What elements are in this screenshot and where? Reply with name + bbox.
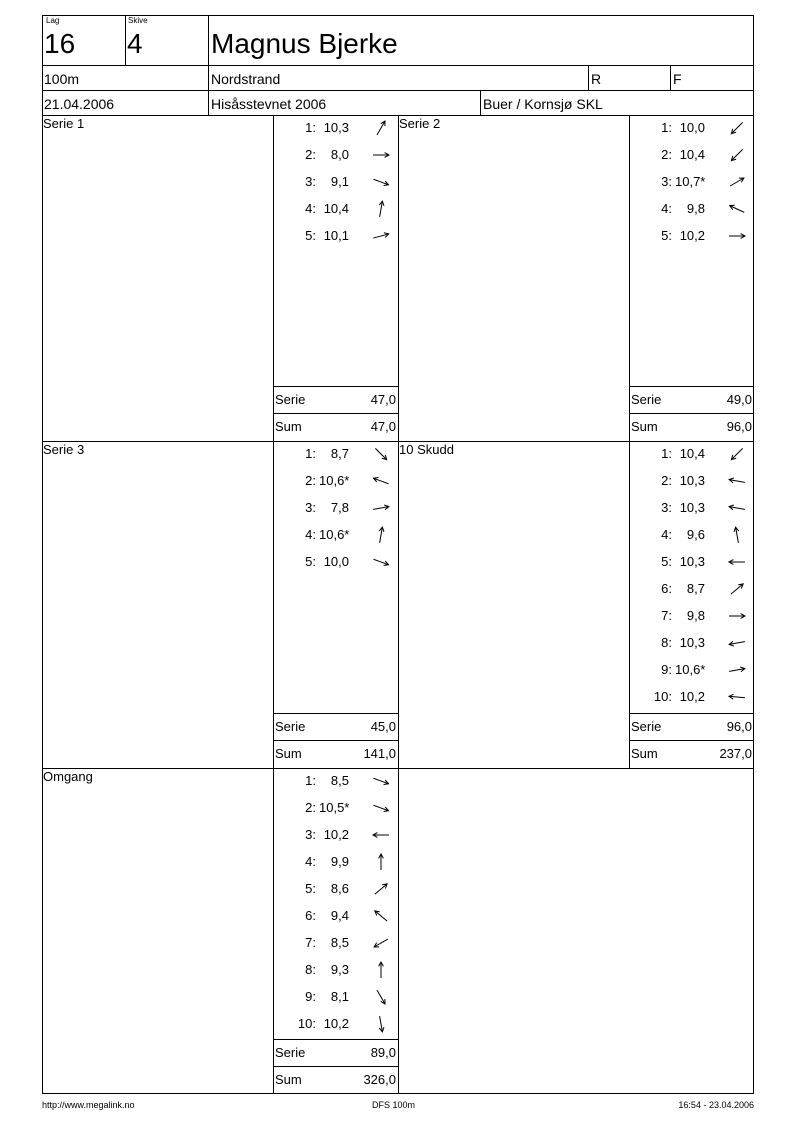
shot-hole [524,260,538,274]
direction-arrow-icon [372,988,390,1006]
shot-number: 10: [653,689,672,704]
direction-arrow-icon [372,200,390,218]
shot-number: 1: [305,773,316,788]
direction-arrow-icon [728,634,746,652]
shot-number: 5: [661,554,672,569]
direction-arrow-icon [728,688,746,706]
table-divider [629,386,754,387]
sum-label: Sum [275,419,302,434]
shot-hole [526,596,534,604]
shot-number: 7: [305,935,316,950]
shot-value: 8,6 [330,881,349,896]
direction-arrow-icon [372,553,390,571]
direction-arrow-icon [372,772,390,790]
shot-value: 9,6 [686,527,705,542]
shot-number: 8: [661,635,672,650]
ring-number: 8 [605,600,611,609]
direction-arrow-icon [728,499,746,517]
ring-number: 8 [413,600,419,609]
direction-arrow-icon [728,445,746,463]
sum-value: 141,0 [363,746,396,761]
shot-hole [217,961,224,968]
shot-hole [488,299,502,313]
ring-number: 9 [154,231,160,240]
ring-number: 7 [154,829,160,838]
shot-value: 10,3 [679,554,705,569]
shot-value: 10,6* [675,662,706,677]
shot-number: 1: [305,120,316,135]
shot-value: 10,4 [323,201,349,216]
shot-number: 9: [661,662,672,677]
table-divider [273,413,398,414]
ring-number: 7 [252,273,258,282]
shot-value: 9,8 [686,608,705,623]
shot-value: 8,1 [330,989,349,1004]
header-divider [208,15,209,115]
ring-number: 9 [196,273,202,282]
shot-value: 8,7 [686,581,705,596]
direction-arrow-icon [372,826,390,844]
sum-label: Sum [275,746,302,761]
ring-number: 9 [154,885,160,894]
ring-number: 9 [196,600,202,609]
ring-number: 9 [453,600,459,609]
date: 21.04.2006 [44,96,115,112]
panel-title: Serie 1 [43,116,85,131]
direction-arrow-icon [372,227,390,245]
footer-timestamp: 16:54 - 23.04.2006 [678,1100,754,1110]
shot-number: 4: [661,527,672,542]
direction-arrow-icon [728,227,746,245]
ring-number: 9 [112,927,118,936]
header-divider [670,65,671,90]
shot-number: 4: [661,201,672,216]
ring-number: 7 [252,600,258,609]
shot-number: 4: [305,854,316,869]
panel-divider [273,115,274,1094]
panel-divider [629,115,630,768]
shot-value: 10,2 [323,827,349,842]
direction-arrow-icon [728,661,746,679]
sum-value: 326,0 [363,1072,396,1087]
shot-hole [141,595,148,602]
shot-number: 1: [661,120,672,135]
shot-value: 8,0 [330,147,349,162]
direction-arrow-icon [372,472,390,490]
shot-number: 2: [661,473,672,488]
shot-value: 10,2 [679,228,705,243]
distance: 100m [44,71,80,87]
shot-value: 10,0 [323,554,349,569]
shooter-name: Magnus Bjerke [211,28,398,59]
direction-arrow-icon [728,553,746,571]
direction-arrow-icon [372,907,390,925]
shot-number: 2: [305,473,316,488]
shot-hole [555,604,563,612]
shot-number: 4: [305,201,316,216]
shot-value: 9,3 [330,962,349,977]
lag-label: Lag [46,16,60,25]
shot-hole [145,879,152,886]
direction-arrow-icon [728,200,746,218]
serie-value: 45,0 [370,719,396,734]
shot-hole [481,608,489,616]
shot-number: 1: [661,446,672,461]
ring-number: 9 [509,656,515,665]
table-divider [629,713,754,714]
shot-hole [118,895,125,902]
shot-value: 9,8 [686,201,705,216]
serie-label: Serie [631,719,662,734]
shot-number: 10: [297,1016,316,1031]
shot-number: 4: [305,527,316,542]
shot-number: 5: [305,554,316,569]
ring-number: 8 [154,857,160,866]
ring-number: 8 [154,670,160,679]
panel-title: Serie 3 [43,442,85,457]
shot-hole [557,272,571,286]
panel-title: Omgang [43,769,93,784]
shot-value: 9,1 [330,174,349,189]
ring-number: 8 [154,203,160,212]
panel-title: Serie 2 [399,116,441,131]
ring-number: 9 [154,558,160,567]
shot-value: 8,5 [330,773,349,788]
header-divider [42,65,754,66]
shot-hole [575,541,583,549]
shot-hole [166,257,173,264]
shot-hole [503,584,511,592]
shot-value: 10,2 [679,689,705,704]
ring-number: 7 [154,502,160,511]
shot-value: 10,3 [679,473,705,488]
table-divider [629,413,754,414]
shot-hole [152,588,159,595]
serie-value: 96,0 [726,719,752,734]
direction-arrow-icon [372,119,390,137]
ring-number: 9 [565,600,571,609]
ring-number: 8 [224,600,230,609]
ring-number: 9 [427,273,433,282]
ring-number: 8 [224,273,230,282]
shot-number: 3: [305,827,316,842]
shot-number: 2: [661,147,672,162]
r-label: R [591,71,602,87]
direction-arrow-icon [372,799,390,817]
direction-arrow-icon [728,119,746,137]
ring-number: 8 [84,600,90,609]
ring-number: 7 [252,927,258,936]
header-divider [42,90,754,91]
shot-number: 2: [305,147,316,162]
ring-number: 8 [509,504,515,513]
direction-arrow-icon [728,580,746,598]
table-divider [629,740,754,741]
shot-hole [473,320,487,334]
panel-title: 10 Skudd [399,442,454,457]
shot-value: 8,5 [330,935,349,950]
shot-number: 2: [305,800,316,815]
ring-number: 9 [112,273,118,282]
direction-arrow-icon [728,607,746,625]
ring-number: 7 [56,273,62,282]
table-divider [273,740,398,741]
direction-arrow-icon [728,526,746,544]
ring-number: 8 [224,927,230,936]
shot-hole [204,300,211,307]
sum-value: 47,0 [370,419,396,434]
direction-arrow-icon [372,1015,390,1033]
ring-number: 8 [84,927,90,936]
shot-value: 7,8 [330,500,349,515]
shot-number: 6: [661,581,672,596]
shot-number: 3: [305,500,316,515]
direction-arrow-icon [372,934,390,952]
shot-number: 9: [305,989,316,1004]
shot-value: 10,7* [675,174,706,189]
serie-label: Serie [275,392,306,407]
ring-number: 9 [509,355,515,364]
shot-value: 10,6* [319,473,350,488]
ring-number: 7 [154,1025,160,1034]
event: Hisåsstevnet 2006 [211,96,327,112]
shot-number: 7: [661,608,672,623]
footer-program: DFS 100m [372,1100,416,1110]
serie-label: Serie [275,719,306,734]
ring-number: 7 [154,175,160,184]
sum-value: 237,0 [719,746,752,761]
shot-hole [239,277,246,284]
shot-hole [505,545,513,553]
shot-hole [443,240,457,254]
direction-arrow-icon [372,445,390,463]
shot-value: 10,4 [679,446,705,461]
shot-hole [490,616,498,624]
shot-hole [199,651,206,658]
direction-arrow-icon [372,173,390,191]
shot-hole [478,595,486,603]
shot-value: 8,7 [330,446,349,461]
location: Buer / Kornsjø SKL [483,96,603,112]
lag-value: 16 [44,28,76,59]
serie-label: Serie [631,392,662,407]
shot-value: 9,4 [330,908,349,923]
shot-value: 10,1 [323,228,349,243]
club: Nordstrand [211,71,281,87]
table-divider [273,1039,398,1040]
shot-hole [207,881,214,888]
serie-value: 89,0 [370,1045,396,1060]
header-divider [588,65,589,90]
direction-arrow-icon [372,880,390,898]
shot-value: 10,3 [323,120,349,135]
ring-number: 7 [56,600,62,609]
shot-value: 9,9 [330,854,349,869]
sum-label: Sum [275,1072,302,1087]
ring-number: 9 [112,600,118,609]
ring-number: 8 [84,273,90,282]
shot-value: 10,6* [319,527,350,542]
skive-label: Skive [128,16,148,25]
shot-number: 1: [305,446,316,461]
shot-number: 5: [661,228,672,243]
sum-label: Sum [631,419,658,434]
skive-value: 4 [127,28,143,59]
table-divider [273,1066,398,1067]
direction-arrow-icon [372,499,390,517]
shot-value: 10,0 [679,120,705,135]
serie-value: 49,0 [726,392,752,407]
ring-number: 8 [154,997,160,1006]
shot-number: 3: [661,500,672,515]
direction-arrow-icon [372,146,390,164]
f-label: F [673,71,682,87]
shot-value: 10,2 [323,1016,349,1031]
shot-hole [90,960,97,967]
shot-hole [244,583,251,590]
sum-label: Sum [631,746,658,761]
ring-number: 8 [509,696,515,705]
ring-number: 8 [154,343,160,352]
direction-arrow-icon [728,173,746,191]
direction-arrow-icon [728,472,746,490]
direction-arrow-icon [372,853,390,871]
sum-value: 96,0 [726,419,752,434]
shot-hole [180,267,187,274]
ring-number: 9 [154,315,160,324]
shot-value: 10,3 [679,635,705,650]
table-divider [273,713,398,714]
ring-number: 7 [56,927,62,936]
shot-number: 6: [305,908,316,923]
panel-divider [398,115,399,1094]
table-divider [273,386,398,387]
shot-value: 10,3 [679,500,705,515]
ring-number: 9 [591,273,597,282]
shot-hole [211,989,218,996]
shot-hole [160,951,167,958]
shot-number: 3: [305,174,316,189]
shot-hole [157,894,164,901]
serie-label: Serie [275,1045,306,1060]
ring-number: 9 [154,969,160,978]
shot-value: 10,5* [319,800,350,815]
ring-number: 7 [154,371,160,380]
ring-number: 9 [196,927,202,936]
shot-number: 3: [661,174,672,189]
direction-arrow-icon [372,526,390,544]
header-divider [480,90,481,115]
footer-url: http://www.megalink.no [42,1100,135,1110]
serie-value: 47,0 [370,392,396,407]
ring-number: 9 [154,642,160,651]
ring-number: 9 [509,191,515,200]
direction-arrow-icon [728,146,746,164]
shot-number: 5: [305,228,316,243]
ring-number: 8 [154,530,160,539]
direction-arrow-icon [372,961,390,979]
shot-number: 5: [305,881,316,896]
header-divider [125,15,126,65]
shot-hole [130,925,137,932]
shot-value: 10,4 [679,147,705,162]
shot-number: 8: [305,962,316,977]
ring-number: 7 [154,698,160,707]
